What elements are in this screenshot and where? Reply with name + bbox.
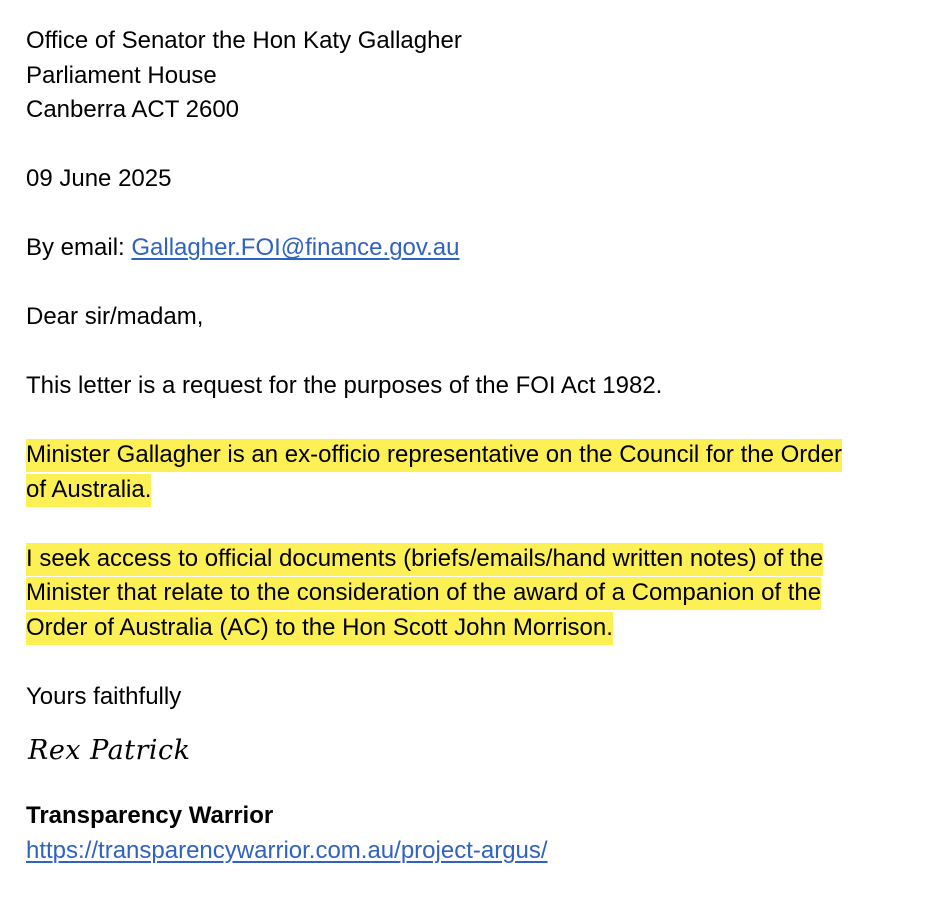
letter-body (26, 24, 926, 868)
highlight: Order of Australia (AC) to the Hon Scott John Morrison. (26, 612, 613, 645)
highlight: of Australia. (26, 474, 151, 507)
signature: Rex Patrick (28, 735, 191, 766)
sender-org: Transparency Warrior (26, 802, 274, 829)
highlight: I seek access to official documents (briefs/emails/hand written notes) of the (26, 543, 823, 576)
paragraph-request: This letter is a request for the purposes of the FOI Act 1982. (26, 372, 663, 399)
paragraph-minister-line-2 (26, 473, 926, 508)
paragraph-access-line-1 (26, 542, 926, 577)
closing: Yours faithfully (26, 682, 182, 710)
email-link[interactable]: Gallagher.FOI@finance.gov.au (131, 234, 460, 261)
sender-url-line (26, 834, 926, 869)
paragraph-minister-line-1 (26, 438, 926, 473)
salutation: Dear sir/madam, (26, 303, 204, 330)
paragraph-access-line-3 (26, 611, 926, 646)
paragraph-access-line-2 (26, 576, 926, 611)
letter-date: 09 June 2025 (26, 165, 172, 192)
address-line-3: Canberra ACT 2600 (26, 96, 240, 123)
highlight: Minister Gallagher is an ex-officio representative on the Council for the Order (26, 439, 842, 472)
address-line-1: Office of Senator the Hon Katy Gallagher (26, 27, 462, 54)
email-label: By email: (26, 234, 132, 261)
email-line (26, 231, 926, 266)
highlight: Minister that relate to the consideration of the award of a Companion of the (26, 577, 821, 610)
address-line-2: Parliament House (26, 61, 217, 89)
sender-url-link[interactable]: https://transparencywarrior.com.au/project-argus/ (26, 836, 548, 864)
